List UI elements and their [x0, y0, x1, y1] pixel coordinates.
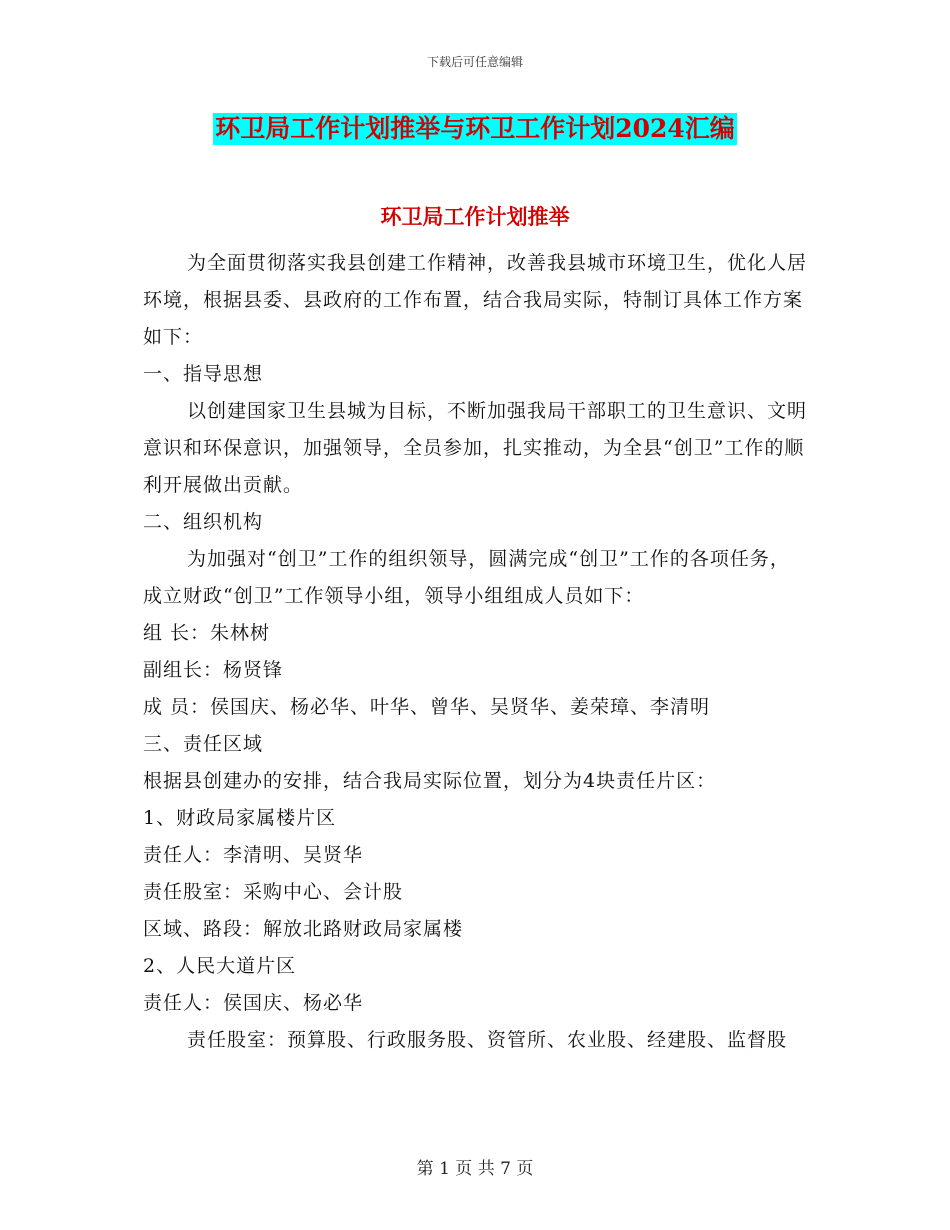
- paragraph-responsibility-areas: 根据县创建办的安排，结合我局实际位置，划分为4块责任片区：: [143, 770, 717, 792]
- section-title: 环卫局工作计划推举: [380, 204, 570, 229]
- area-1-title: 1、财政局家属楼片区: [143, 807, 337, 829]
- area-1-responsible-office: 责任股室：采购中心、会计股: [143, 881, 404, 903]
- list-item-members: 成 员：侯国庆、杨必华、叶华、曾华、吴贤华、姜荣璋、李清明: [143, 696, 711, 718]
- document-body: [143, 245, 808, 1059]
- area-1-road-section: 区域、路段：解放北路财政局家属楼: [143, 918, 464, 940]
- page-footer: 第 1 页 共 7 页: [416, 1159, 534, 1179]
- list-item-deputy-leader: 副组长：杨贤锋: [143, 659, 284, 681]
- header-note: 下载后可任意编辑: [426, 55, 523, 69]
- area-2-responsible-person: 责任人：侯国庆、杨必华: [143, 992, 364, 1014]
- paragraph-guiding-ideology: 以创建国家卫生县城为目标，不断加强我局干部职工的卫生意识、文明意识和环保意识，加强领导，全员参加，扎实推动，为全县“创卫”工作的顺利开展做出贡献。: [143, 400, 808, 496]
- heading-organization: 二、组织机构: [143, 511, 264, 533]
- area-1-responsible-person: 责任人：李清明、吴贤华: [143, 844, 364, 866]
- paragraph-organization: 为加强对“创卫”工作的组织领导，圆满完成“创卫”工作的各项任务，成立财政“创卫”工作领导小组，领导小组组成人员如下：: [143, 548, 790, 607]
- area-2-title: 2、人民大道片区: [143, 955, 297, 977]
- document-title: 环卫局工作计划推举与环卫工作计划2024汇编: [215, 114, 735, 143]
- heading-guiding-ideology: 一、指导思想: [143, 363, 264, 385]
- heading-responsibility-areas: 三、责任区域: [143, 733, 264, 755]
- area-2-responsible-office: 责任股室：预算股、行政服务股、资管所、农业股、经建股、监督股: [187, 1029, 788, 1051]
- document-title-container: [0, 113, 950, 145]
- list-item-leader: 组 长：朱林树: [143, 622, 271, 644]
- paragraph-intro: 为全面贯彻落实我县创建工作精神，改善我县城市环境卫生，优化人居环境，根据县委、县政府的工作布置，结合我局实际，特制订具体工作方案如下：: [143, 252, 808, 348]
